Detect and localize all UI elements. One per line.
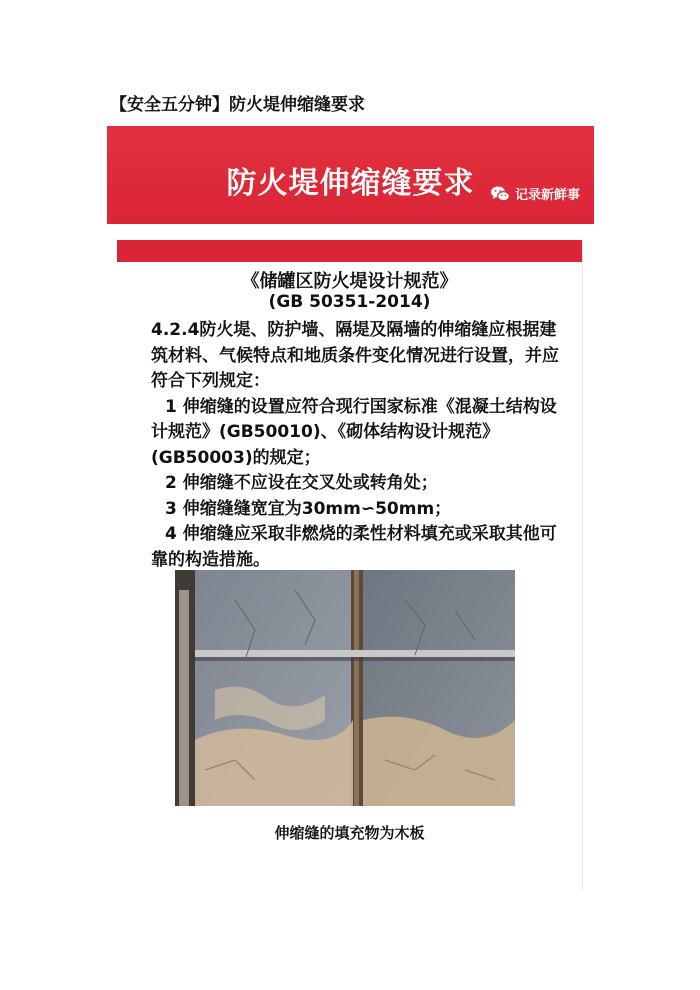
standard-title: 《储罐区防火堤设计规范》 — [241, 271, 458, 292]
card-top-bar — [117, 240, 582, 262]
clause-item: 3 伸缩缝缝宽宜为30mm∽50mm； — [165, 498, 452, 519]
photo-caption: 伸缩缝的填充物为木板 — [274, 824, 425, 842]
wechat-account — [490, 184, 580, 203]
banner-title: 防火堤伸缩缝要求 — [226, 166, 475, 201]
clause-item: 4 伸缩缝应采取非燃烧的柔性材料填充或采取其他可靠的构造措施。 — [151, 524, 557, 570]
document-title: 【安全五分钟】防火堤伸缩缝要求 — [110, 95, 365, 115]
account-name: 记录新鲜事 — [514, 188, 580, 203]
wechat-icon — [490, 185, 510, 203]
expansion-joint-photo — [175, 570, 515, 806]
standard-code: (GB 50351-2014) — [268, 292, 431, 312]
clause-item: 1 伸缩缝的设置应符合现行国家标准《混凝土结构设计规范》(GB50010)、《砌体结构设计规范》(GB50003)的规定； — [151, 396, 557, 468]
clause-intro: 4.2.4防火堤、防护墙、隔堤及隔墙的伸缩缝应根据建筑材料、气候特点和地质条件变化情况进行设置，并应符合下列规定： — [151, 320, 559, 391]
clause-item: 2 伸缩缝不应设在交叉处或转角处； — [165, 473, 438, 493]
content-card — [117, 240, 583, 890]
header-banner — [107, 126, 594, 224]
clause-text — [151, 318, 561, 573]
